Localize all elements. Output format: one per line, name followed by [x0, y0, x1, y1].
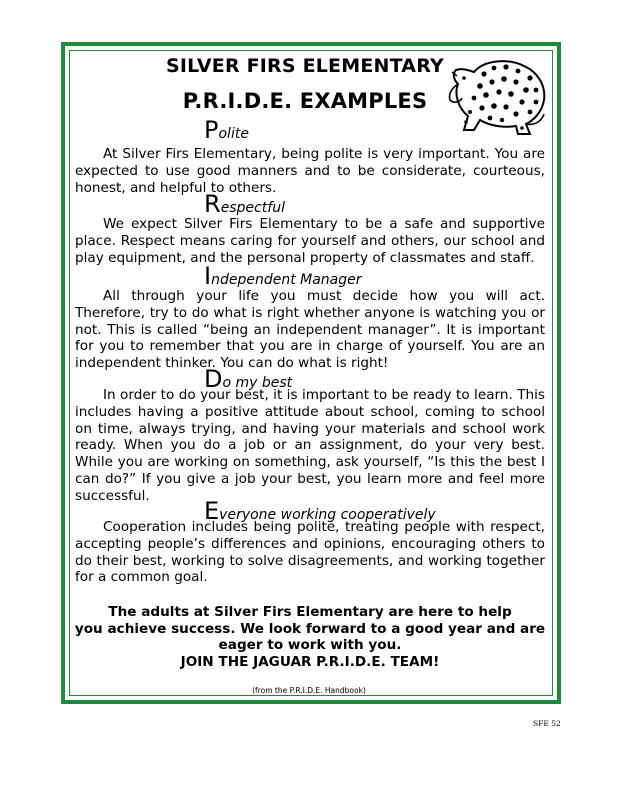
- closing-line: you achieve success. We look forward to a good year and are: [74, 620, 546, 637]
- closing-line: eager to work with you.: [218, 637, 402, 653]
- paragraph-polite: At Silver Firs Elementary, being polite is very important. You are expected to use good manners and to be considerate, courteous, honest, and helpful to others.: [75, 146, 545, 196]
- school-title: SILVER FIRS ELEMENTARY: [166, 55, 444, 77]
- paragraph-respectful: We expect Silver Firs Elementary to be a safe and supportive place. Respect means caring for yourself and others, our school and play equipment, and the personal property of classmates and staff.: [75, 216, 545, 266]
- heading-respectful: [204, 190, 285, 218]
- paragraph-independent-manager: All through your life you must decide how you will act. Therefore, try to do what is right whether anyone is watching you or not. This is called “being an independent manager”. It is important for you to remember that you are in charge of yourself. You are an independent thinker. You can do what is right!: [75, 288, 545, 372]
- source-note: (from the P.R.I.D.E. Handbook): [252, 686, 366, 695]
- closing-line: The adults at Silver Firs Elementary are here to help: [108, 604, 512, 620]
- jaguar-icon: [444, 54, 550, 138]
- heading-initial: D: [204, 365, 223, 393]
- closing-message: [70, 604, 550, 670]
- heading-rest: o my best: [222, 375, 293, 391]
- paragraph-everyone-working-cooperatively: Cooperation includes being polite, treating people with respect, accepting people’s differences and opinions, encouraging others to do their best, working to solve disagreements, and working together for a common goal.: [75, 519, 545, 586]
- heading-rest: espectful: [220, 200, 285, 216]
- page-title: P.R.I.D.E. EXAMPLES: [182, 89, 428, 113]
- heading-initial: R: [204, 190, 221, 218]
- heading-initial: P: [204, 116, 219, 144]
- heading-rest: olite: [218, 126, 249, 142]
- heading-independent-manager: [204, 262, 362, 290]
- heading-rest: veryone working cooperatively: [219, 507, 436, 523]
- page-footer: SFE 52: [533, 719, 561, 728]
- heading-initial: I: [204, 262, 212, 290]
- heading-rest: ndependent Manager: [211, 272, 362, 288]
- heading-initial: E: [204, 497, 220, 525]
- heading-polite: [204, 116, 249, 144]
- closing-slogan: JOIN THE JAGUAR P.R.I.D.E. TEAM!: [180, 653, 440, 670]
- paragraph-do-my-best: In order to do your best, it is important to be ready to learn. This includes having a positive attitude about school, coming to school on time, always trying, and having your materials and school work ready. When you do a job or an assignment, do your very best. While you are working on something, ask yourself, “Is this the best I can do?” If you give a job your best, you learn more and feel more successful.: [75, 387, 545, 504]
